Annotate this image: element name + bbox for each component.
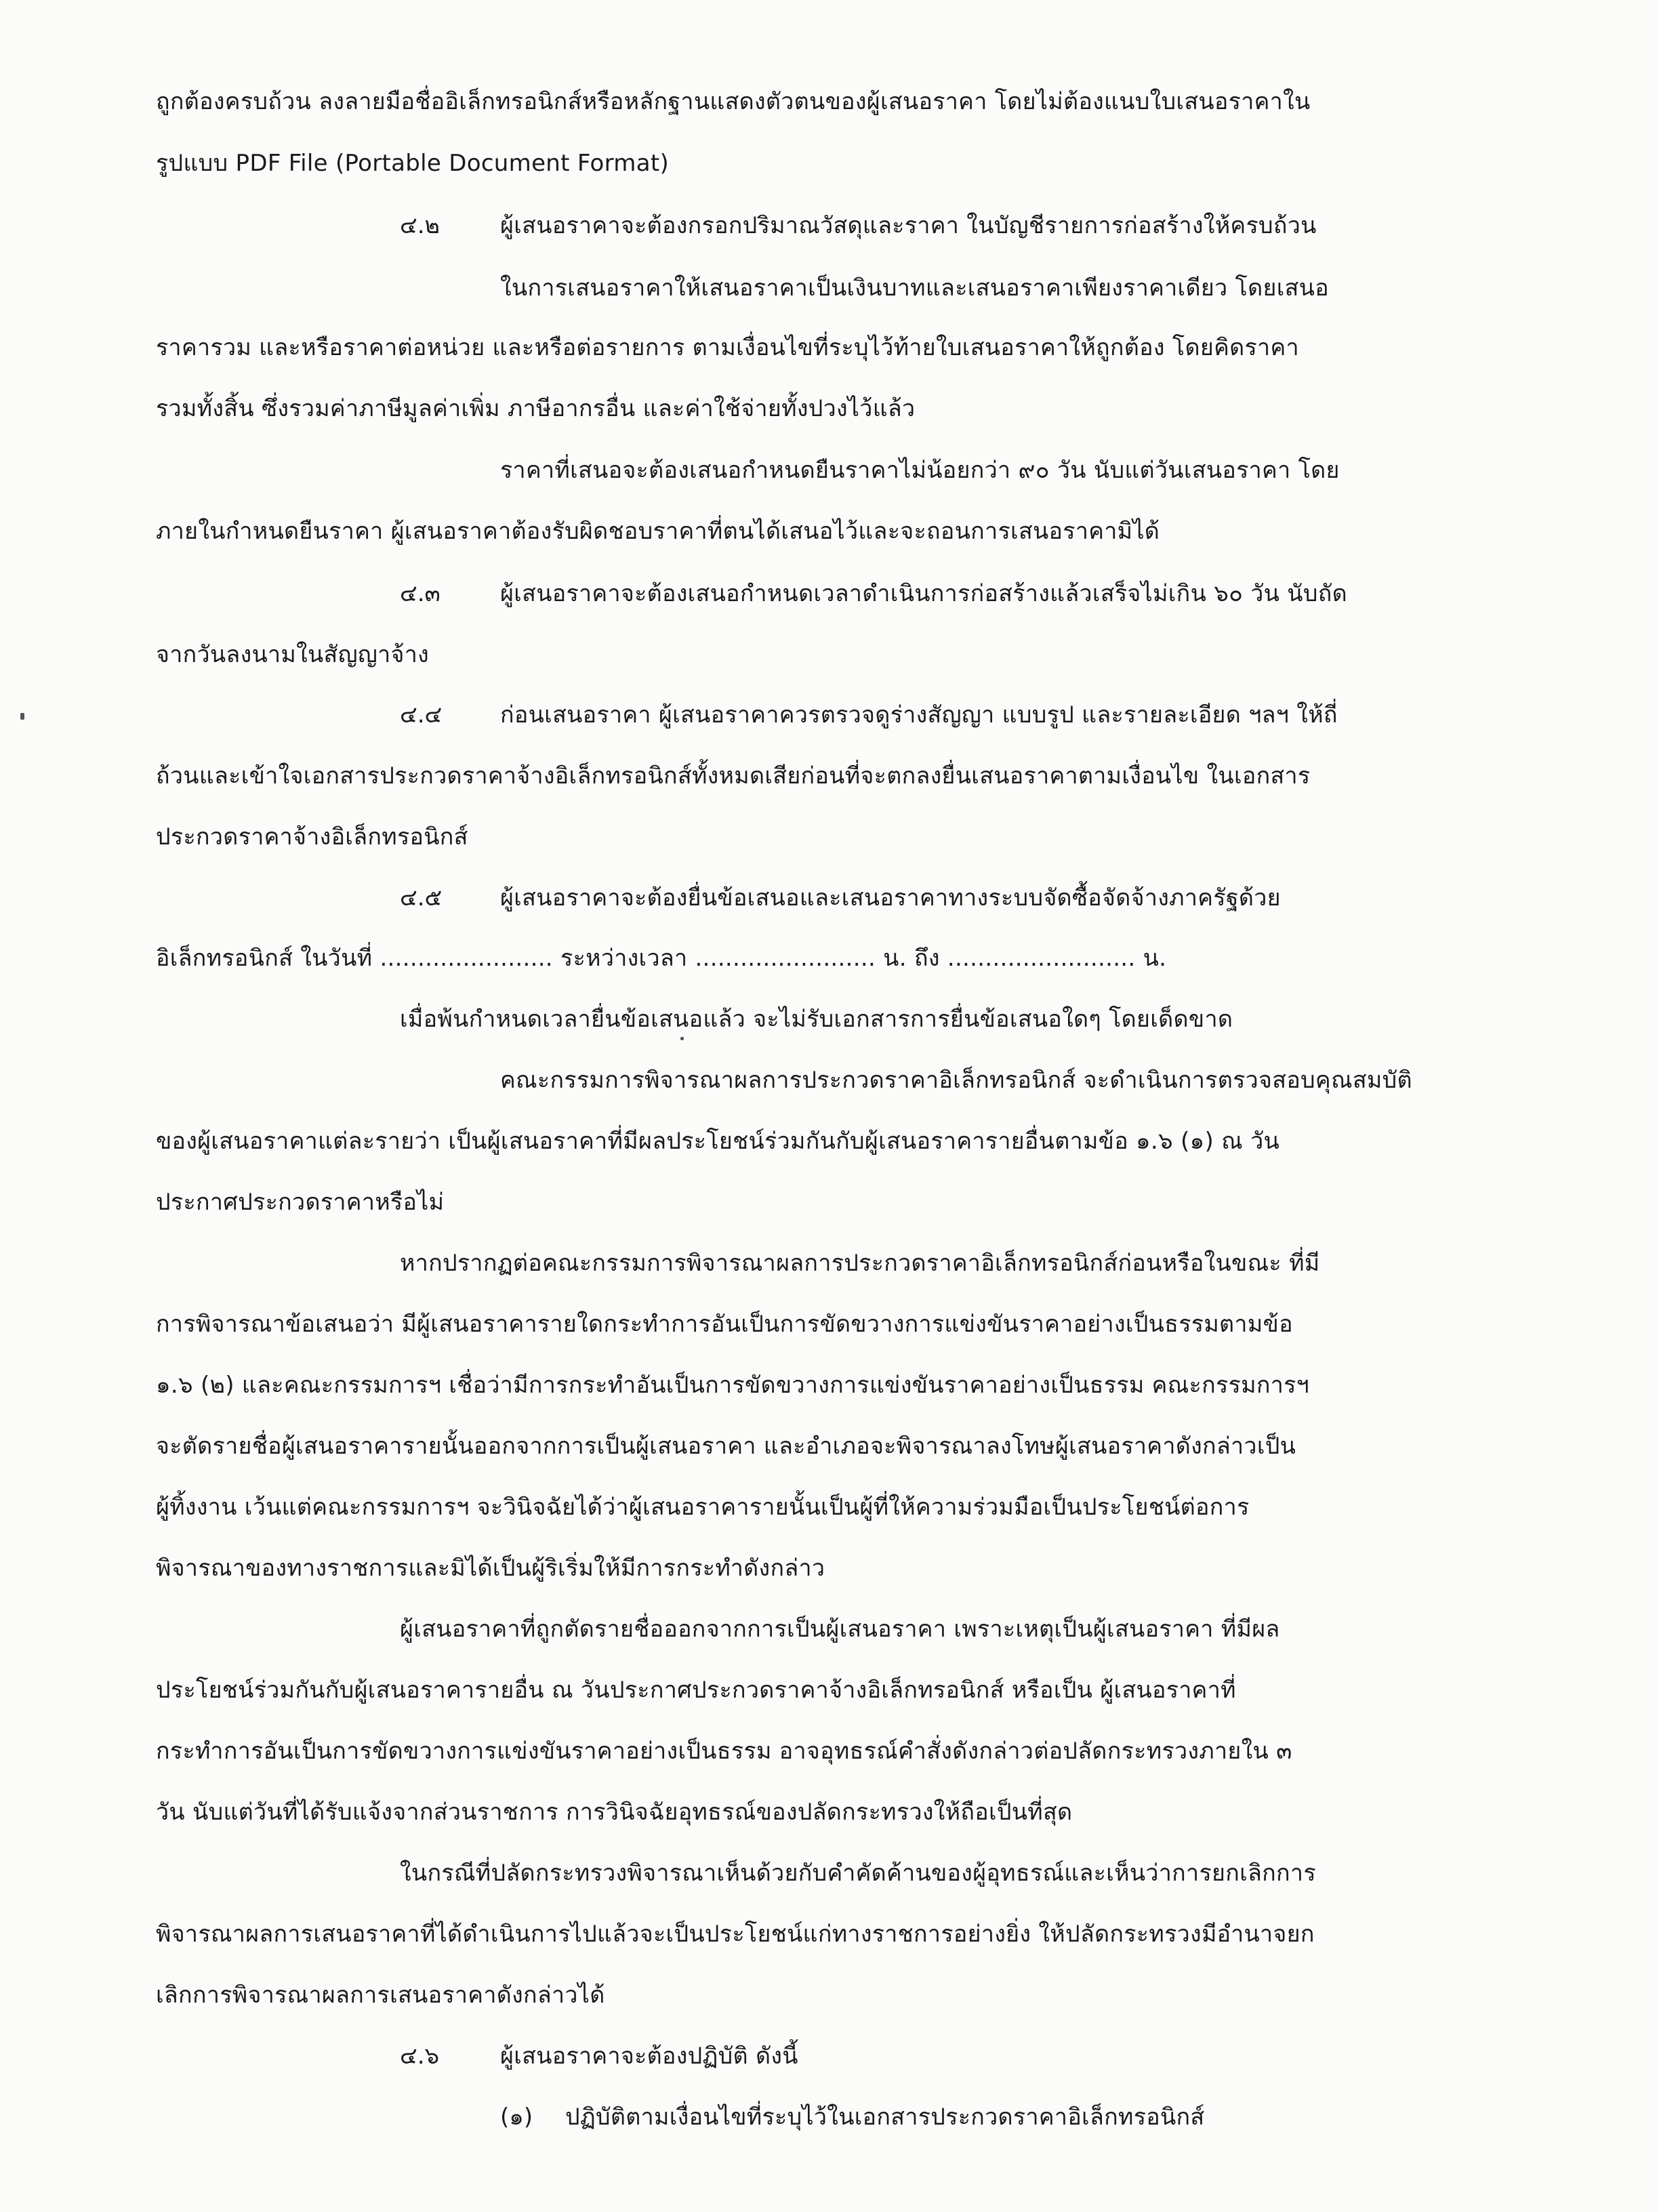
section-number: ๔.๕ xyxy=(400,884,443,912)
text-line: ประโยชน์ร่วมกันกับผู้เสนอราคารายอื่น ณ วันประกาศประกวดราคาจ้างอิเล็กทรอนิกส์ หรือเป็น ผู้เสนอราคาที่ xyxy=(156,1677,1236,1704)
text-line: ปฏิบัติตามเงื่อนไขที่ระบุไว้ในเอกสารประกวดราคาอิเล็กทรอนิกส์ xyxy=(565,2104,1205,2131)
text-line: พิจารณาผลการเสนอราคาที่ได้ดำเนินการไปแล้วจะเป็นประโยชน์แก่ทางราชการอย่างยิ่ง ให้ปลัดกระทรวงมีอำนาจยก xyxy=(156,1921,1315,1948)
item-number: (๑) xyxy=(500,2104,533,2131)
text-line: วัน นับแต่วันที่ได้รับแจ้งจากส่วนราชการ การวินิจฉัยอุทธรณ์ของปลัดกระทรวงให้ถือเป็นที่สุด xyxy=(156,1799,1073,1826)
text-line: คณะกรรมการพิจารณาผลการประกวดราคาอิเล็กทรอนิกส์ จะดำเนินการตรวจสอบคุณสมบัติ xyxy=(500,1067,1412,1094)
text-line: ราคาที่เสนอจะต้องเสนอกำหนดยืนราคาไม่น้อยกว่า ๙๐ วัน นับแต่วันเสนอราคา โดย xyxy=(500,457,1340,484)
text-line: ผู้เสนอราคาจะต้องยื่นข้อเสนอและเสนอราคาทางระบบจัดซื้อจัดจ้างภาครัฐด้วย xyxy=(500,884,1281,912)
text-line: อิเล็กทรอนิกส์ ในวันที่ ....................... ระหว่างเวลา ........................ น. ถึง ......................... น. xyxy=(156,945,1167,972)
text-line: ในการเสนอราคาให้เสนอราคาเป็นเงินบาทและเสนอราคาเพียงราคาเดียว โดยเสนอ xyxy=(500,274,1329,302)
text-line: ผู้เสนอราคาจะต้องปฏิบัติ ดังนี้ xyxy=(500,2043,798,2070)
text-line: พิจารณาของทางราชการและมิได้เป็นผู้ริเริ่มให้มีการกระทำดังกล่าว xyxy=(156,1555,825,1582)
text-line: ถ้วนและเข้าใจเอกสารประกวดราคาจ้างอิเล็กทรอนิกส์ทั้งหมดเสียก่อนที่จะตกลงยื่นเสนอราคาตามเงื่อนไข ในเอกสาร xyxy=(156,762,1311,790)
text-line: ก่อนเสนอราคา ผู้เสนอราคาควรตรวจดูร่างสัญญา แบบรูป และรายละเอียด ฯลฯ ให้ถี่ xyxy=(500,701,1338,729)
text-line: รูปแบบ PDF File (Portable Document Format) xyxy=(156,150,670,177)
text-line: ในกรณีที่ปลัดกระทรวงพิจารณาเห็นด้วยกับคำคัดค้านของผู้อุทธรณ์และเห็นว่าการยกเลิกการ xyxy=(400,1860,1316,1887)
text-line: จะตัดรายชื่อผู้เสนอราคารายนั้นออกจากการเป็นผู้เสนอราคา และอำเภอจะพิจารณาลงโทษผู้เสนอราคาดังกล่าวเป็น xyxy=(156,1433,1296,1460)
text-line: ประกาศประกวดราคาหรือไม่ xyxy=(156,1189,445,1216)
text-line: ผู้ทิ้งงาน เว้นแต่คณะกรรมการฯ จะวินิจฉัยได้ว่าผู้เสนอราคารายนั้นเป็นผู้ที่ให้ความร่วมมือเป็นประโยชน์ต่อการ xyxy=(156,1494,1250,1521)
text-line: ประกวดราคาจ้างอิเล็กทรอนิกส์ xyxy=(156,823,468,851)
text-line: ผู้เสนอราคาจะต้องกรอกปริมาณวัสดุและราคา ในบัญชีรายการก่อสร้างให้ครบถ้วน xyxy=(500,212,1317,239)
text-line: เลิกการพิจารณาผลการเสนอราคาดังกล่าวได้ xyxy=(156,1982,605,2009)
text-line: เมื่อพ้นกำหนดเวลายื่นข้อเสนอแล้ว จะไม่รับเอกสารการยื่นข้อเสนอใดๆ โดยเด็ดขาด xyxy=(400,1006,1233,1033)
text-line: กระทำการอันเป็นการขัดขวางการแข่งขันราคาอย่างเป็นธรรม อาจอุทธรณ์คำสั่งดังกล่าวต่อปลัดกระทรวงภายใน ๓ xyxy=(156,1738,1292,1765)
text-line: การพิจารณาข้อเสนอว่า มีผู้เสนอราคารายใดกระทำการอันเป็นการขัดขวางการแข่งขันราคาอย่างเป็นธรรมตามข้อ xyxy=(156,1311,1293,1338)
text-line: ราคารวม และหรือราคาต่อหน่วย และหรือต่อรายการ ตามเงื่อนไขที่ระบุไว้ท้ายใบเสนอราคาให้ถูกต้อง โดยคิดราคา xyxy=(156,334,1299,361)
section-number: ๔.๔ xyxy=(400,701,443,729)
scan-speck xyxy=(680,1037,684,1040)
text-line: ผู้เสนอราคาจะต้องเสนอกำหนดเวลาดำเนินการก่อสร้างแล้วเสร็จไม่เกิน ๖๐ วัน นับถัด xyxy=(500,580,1347,607)
section-number: ๔.๒ xyxy=(400,212,440,239)
scan-speck xyxy=(20,713,24,720)
text-line: ผู้เสนอราคาที่ถูกตัดรายชื่อออกจากการเป็นผู้เสนอราคา เพราะเหตุเป็นผู้เสนอราคา ที่มีผล xyxy=(400,1616,1280,1643)
section-number: ๔.๖ xyxy=(400,2043,440,2070)
text-line: ถูกต้องครบถ้วน ลงลายมือชื่ออิเล็กทรอนิกส์หรือหลักฐานแสดงตัวตนของผู้เสนอราคา โดยไม่ต้องแนบใบเสนอราคาใน xyxy=(156,88,1311,115)
text-line: ๑.๖ (๒) และคณะกรรมการฯ เชื่อว่ามีการกระทำอันเป็นการขัดขวางการแข่งขันราคาอย่างเป็นธรรม คณะกรรมการฯ xyxy=(156,1372,1310,1399)
text-line: ของผู้เสนอราคาแต่ละรายว่า เป็นผู้เสนอราคาที่มีผลประโยชน์ร่วมกันกับผู้เสนอราคารายอื่นตามข้อ ๑.๖ (๑) ณ วัน xyxy=(156,1128,1280,1155)
text-line: จากวันลงนามในสัญญาจ้าง xyxy=(156,641,430,668)
section-number: ๔.๓ xyxy=(400,580,441,607)
text-line: หากปรากฏต่อคณะกรรมการพิจารณาผลการประกวดราคาอิเล็กทรอนิกส์ก่อนหรือในขณะ ที่มี xyxy=(400,1250,1320,1277)
text-line: ภายในกำหนดยืนราคา ผู้เสนอราคาต้องรับผิดชอบราคาที่ตนได้เสนอไว้และจะถอนการเสนอราคามิได้ xyxy=(156,518,1160,545)
text-line: รวมทั้งสิ้น ซึ่งรวมค่าภาษีมูลค่าเพิ่ม ภาษีอากรอื่น และค่าใช้จ่ายทั้งปวงไว้แล้ว xyxy=(156,395,916,422)
